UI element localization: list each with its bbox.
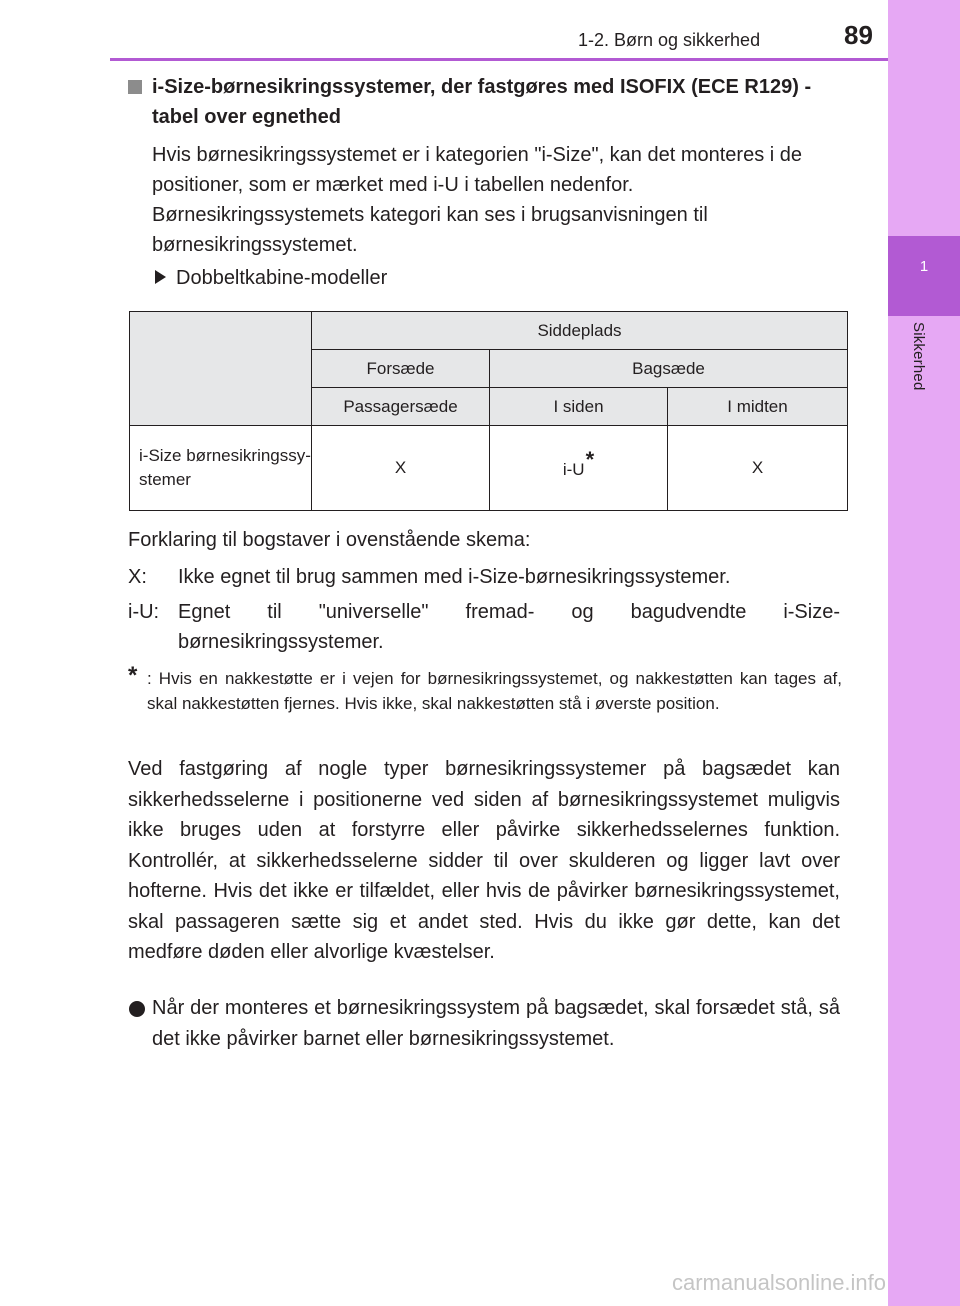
footnote-star: * (128, 662, 138, 689)
intro-paragraph: Hvis børnesikringssystemet er i kategorien "i-Size", kan det monteres i de positioner, som er mærket med i-U i tabellen nedenfor. Børnesikringssystemets kategori kan ses i brugsanvisningen til børnesikringssystemet. (152, 144, 803, 256)
footnote-text: : Hvis en nakkestøtte er i vejen for børnesikringssystemet, og nakkestøtten kan tages af, skal nakkestøtten fjernes. Hvis ikke, skal nakkestøtten stå i øverste position. (147, 669, 842, 713)
table-corner-cell (130, 312, 312, 426)
dot-bullet-icon (129, 1001, 145, 1017)
header-section-path: 1-2. Børn og sikkerhed (578, 30, 761, 50)
watermark: carmanualsonline.info (672, 1270, 887, 1295)
header-rule (110, 58, 888, 61)
suitability-table (129, 311, 848, 511)
chapter-tab[interactable] (888, 236, 960, 316)
middle-seat-value: X (668, 426, 848, 511)
page-number: 89 (844, 20, 873, 50)
side-seat-header: I siden (490, 388, 668, 426)
square-bullet-icon (128, 80, 142, 94)
chapter-number: 1 (919, 258, 929, 275)
legend-x-text: Ikke egnet til brug sammen med i-Size-børnesikringssystemer. (178, 566, 731, 588)
passenger-seat-value: X (312, 426, 490, 511)
side-seat-cell (490, 426, 668, 511)
footnote-mark: * (585, 447, 595, 472)
legend-x-key: X: (128, 566, 147, 588)
middle-seat-header: I midten (668, 388, 848, 426)
legend-iu-key: i-U: (128, 601, 160, 623)
chapter-sidebar (888, 0, 960, 1306)
body-paragraph: Ved fastgøring af nogle typer børnesikringssystemer på bagsædet kan sikkerhedsselerne i positionerne ved siden af børnesikringssystemet muligvis ikke bruges uden at forstyrre eller påvirke sikkerhedsselernes funktion. Kontrollér, at sikkerhedsselerne sidder til over skulderen og ligger lavt over hofterne. Hvis det ikke er tilfældet, eller hvis de påvirker børnesikringssystemet, skal passageren sætte sig et andet sted. Hvis du ikke gør dette, kan det medføre døden eller alvorlige kvæstelser. (128, 758, 840, 963)
sidebar-section-label: Sikkerhed (910, 322, 927, 391)
side-seat-value: i-U (562, 460, 585, 479)
legend-intro: Forklaring til bogstaver i ovenstående skema: (128, 529, 531, 551)
model-subheading: Dobbeltkabine-modeller (176, 267, 388, 289)
section-heading: i-Size-børnesikringssystemer, der fastgøres med ISOFIX (ECE R129) - tabel over egnethed (152, 76, 812, 128)
legend-iu-text: Egnet til "universelle" fremad- og bagudvendte i-Size-børnesikringssystemer. (178, 601, 840, 653)
bullet-paragraph: Når der monteres et børnesikringssystem på bagsædet, skal forsædet stå, så det ikke påvirker barnet eller børnesikringssystemet. (152, 997, 840, 1050)
front-seat-header: Forsæde (312, 350, 490, 388)
rear-seat-header: Bagsæde (490, 350, 848, 388)
passenger-seat-header: Passagersæde (312, 388, 490, 426)
seat-header: Siddeplads (312, 312, 848, 350)
row-label: i-Size børnesikringssy-stemer (130, 426, 312, 511)
triangle-bullet-icon (155, 270, 166, 284)
